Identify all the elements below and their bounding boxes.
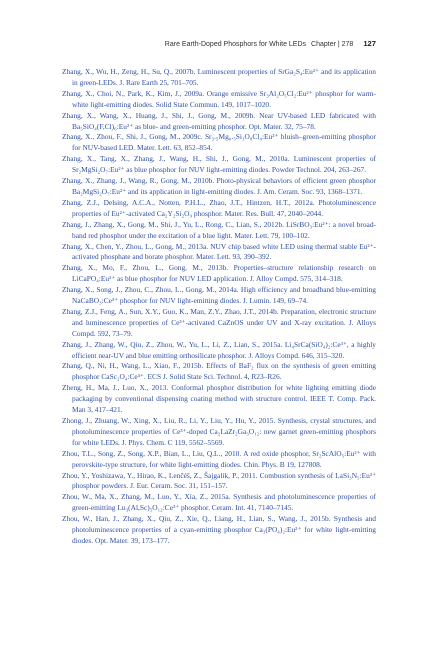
reference-entry: Zhang, X., Choi, N., Park, K., Kim, J., 2009a. Orange emissive Sr₃Al₂O₅Cl₂:Eu²⁺ phosphor for warm-white light-emitting diodes. Solid State Commun. 149, 1017–1020. xyxy=(62,88,376,109)
reference-entry: Zhou, W., Ma, X., Zhang, M., Luo, Y., Xia, Z., 2015a. Synthesis and photoluminescence properties of green-emitting Lu₃(Al,Sc)₅O₁₂:Ce³⁺ phosphor. Ceram. Int. 41, 7140–7145. xyxy=(62,492,376,513)
reference-entry: Zhang, Q., Ni, H., Wang, L., Xiao, F., 2015b. Effects of BaF₂ flux on the synthesis of green emitting phosphor CaSc₂O₄:Ce³⁺. ECS J. Solid State Sci. Technol. 4, R23–R26. xyxy=(62,361,376,382)
reference-list xyxy=(62,67,376,547)
reference-entry: Zheng, H., Ma, J., Luo, X., 2013. Conformal phosphor distribution for white lighting emitting diode packaging by conventional dispensing coating method with structure control. IEEE T. Comp. Pack. Man 3, 417–421. xyxy=(62,383,376,415)
reference-entry: Zhou, Y., Yoshizawa, Y., Hirao, K., Lenčéš, Z., Šajgalík, P., 2011. Combustion synthesis of LaSi₃N₅:Eu²⁺ phosphor powders. J. Eur. Ceram. Soc. 31, 151–157. xyxy=(62,470,376,491)
reference-entry: Zhong, J., Zhuang, W., Xing, X., Liu, R., Li, Y., Liu, Y., Hu, Y., 2015. Synthesis, crystal structures, and photoluminescence properties of Ce³⁺-doped Ca₂LaZr₂Ga₃O₁₂: new garnet green-emitting phosphors for white LEDs. J. Phys. Chem. C 119, 5562–5569. xyxy=(62,416,376,447)
reference-entry: Zhang, X., Wang, X., Huang, J., Shi, J., Gong, M., 2009b. Near UV-based LED fabricated with Ba₅SiO₄(F,Cl)₆:Eu²⁺ as blue- and green-emitting phosphor. Opt. Mater. 32, 75–78. xyxy=(62,110,376,131)
reference-entry: Zhang, X., Chen, Y., Zhou, L., Gong, M., 2013a. NUV chip based white LED using thermal stable Eu²⁺-activated phosphate and borate phosphor. Mater. Lett. 93, 390–392. xyxy=(62,241,376,262)
reference-entry: Zhang, X., Mo, F., Zhou, L., Gong, M., 2013b. Properties–structure relationship research on LiCaPO₄:Eu²⁺ as blue phosphor for NUV LED application. J. Alloy Compd. 575, 314–318. xyxy=(62,263,376,284)
reference-entry: Zhang, J., Zhang, X., Gong, M., Shi, J., Yu, L., Rong, C., Lian, S., 2012b. LiSrBO₃:Eu²⁺: a novel broad-band red phosphor under the excitation of a blue light. Mater. Lett. 79, 100–102. xyxy=(62,219,376,240)
running-title: Rare Earth-Doped Phosphors for White LEDs xyxy=(164,41,307,48)
reference-entry: Zhou, T.L., Song, Z., Song, X.P., Bian, L., Liu, Q.L., 2010. A red oxide phosphor, Sr₂ScAlO₅:Eu²⁺ with perovskite-type structure, for white light-emitting diodes. Chin. Phys. B 19, 127808. xyxy=(62,448,376,469)
running-header xyxy=(165,39,376,48)
chapter-label: Chapter | 278 xyxy=(311,41,354,48)
reference-entry: Zhang, J., Zhang, W., Qiu, Z., Zhou, W., Yu, L., Li, Z., Lian, S., 2015a. Li₄SrCa(SiO₄)₂:Ce³⁺, a highly efficient near-UV and blue emitting orthosilicate phosphor. J. Alloys Compd. 646, 315–320. xyxy=(62,339,376,360)
reference-entry: Zhang, X., Song, J., Zhou, C., Zhou, L., Gong, M., 2014a. High efficiency and broadband blue-emitting NaCaBO₃:Ce³⁺ phosphor for NUV light-emitting diodes. J. Lumin. 149, 69–74. xyxy=(62,285,376,306)
reference-entry: Zhang, X., Tang, X., Zhang, J., Wang, H., Shi, J., Gong, M., 2010a. Luminescent properties of Sr₂MgSi₂O₇:Eu²⁺ as blue phosphor for NUV light-emitting diodes. Powder Technol. 204, 263–267. xyxy=(62,154,376,175)
reference-entry: Zhang, Z.J., Delsing, A.C.A., Notten, P.H.L., Zhao, J.T., Hintzen, H.T., 2012a. Photoluminescence properties of Eu²⁺-activated Ca₂Y₂Si₂O₉ phosphor. Mater. Res. Bull. 47, 2040–2044. xyxy=(62,197,376,218)
reference-entry: Zhang, X., Zhang, J., Wang, R., Gong, M., 2010b. Photo-physical behaviors of efficient green phosphor Ba₂MgSi₂O₇:Eu²⁺ and its application in light-emitting diodes. J. Am. Ceram. Soc. 93, 1368–1371. xyxy=(62,176,376,196)
reference-entry: Zhang, Z.J., Feng, A., Sun, X.Y., Guo, K., Man, Z.Y., Zhao, J.T., 2014b. Preparation, electronic structure and luminescence properties of Ce³⁺-activated CaZnOS under UV and X-ray excitation. J. Alloys Compd. 592, 73–79. xyxy=(62,306,376,338)
reference-entry: Zhang, X., Zhou, F., Shi, J., Gong, M., 2009c. Sr₃.₅Mg₀.₅Si₃O₈Cl₄:Eu²⁺ bluish–green-emitting phosphor for NUV-based LED. Mater. Lett. 63, 852–854. xyxy=(62,132,376,153)
reference-entry: Zhang, X., Wu, H., Zeng, H., Su, Q., 2007b. Luminescent properties of SrGa₂S₄:Eu²⁺ and its application in green-LEDs. J. Rare Earth 25, 701–705. xyxy=(62,67,376,87)
page-number: 127 xyxy=(363,39,376,48)
reference-entry: Zhou, W., Han, J., Zhang, X., Qiu, Z., Xie, Q., Liang, H., Lian, S., Wang, J., 2015b. Synthesis and photoluminescence properties of a cyan-emitting phosphor Ca₃(PO₄)₂:Eu²⁺ for white light-emitting diodes. Opt. Mater. 39, 173–177. xyxy=(62,514,376,545)
